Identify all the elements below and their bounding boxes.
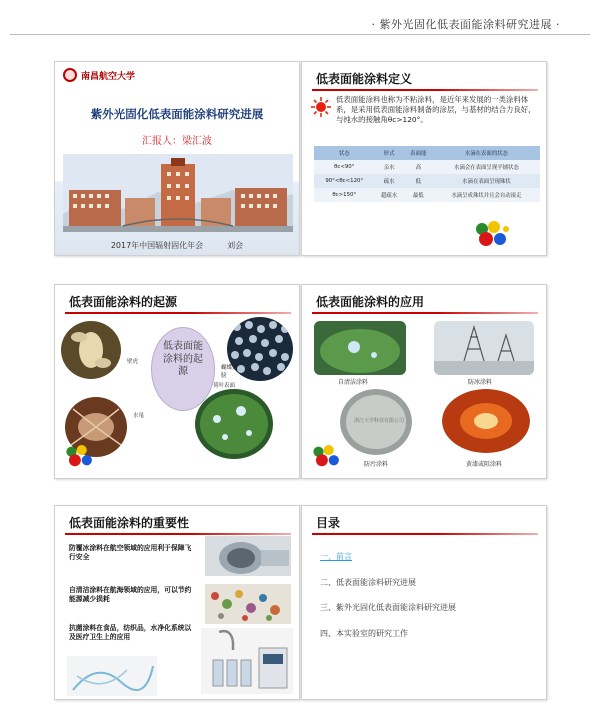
slide-definition (301, 61, 547, 256)
table-cell: 水滴在表面呈现珠状 (433, 174, 540, 188)
table-row (314, 160, 540, 174)
table-cell: 水滴会在表面呈现平铺状态 (433, 160, 540, 174)
water-strider-label: 水黾 (133, 413, 145, 419)
table-cell: 疏水 (374, 174, 403, 188)
table-cell: 亲水 (374, 160, 403, 174)
self-cleaning-label: 自清洁涂料 (338, 379, 369, 386)
table-cell: 超疏水 (374, 188, 403, 202)
table-header: 水滴在表面的状态 (433, 146, 540, 160)
slide-importance (54, 505, 300, 700)
lotus-leaf-image (195, 389, 273, 459)
university-logo (63, 68, 135, 82)
self-cleaning-image (314, 321, 406, 375)
table-header: 形式 (374, 146, 403, 160)
slide-title: 低表面能涂料的应用 (316, 295, 425, 309)
gecko-image (61, 321, 121, 379)
anti-graffiti-image (442, 389, 530, 453)
university-logo-text: 南昌航空大学 (81, 71, 136, 82)
importance-point: 防覆冰涂料在航空领域的应用利于保障飞行安全 (69, 544, 192, 562)
anti-graffiti-label: 黄漆或阻涂料 (466, 461, 503, 468)
table-cell: 最低 (404, 188, 433, 202)
university-seal-icon (63, 68, 77, 82)
title-rule (65, 533, 291, 535)
sun-icon (310, 96, 332, 118)
slide-origin (54, 284, 300, 479)
medical-tubing-image (67, 656, 157, 696)
running-header: · 紫外光固化低表面能涂料研究进展 · (371, 18, 560, 31)
lotus-leaf-label: 荷叶表面 (213, 383, 236, 389)
slide-title: 低表面能涂料的重要性 (69, 516, 190, 530)
slide-title: 低表面能涂料定义 (316, 72, 413, 86)
table-cell: θc<90° (314, 160, 374, 174)
table-cell: 水滴呈成珠状并且会自动滚走 (433, 188, 540, 202)
conference-footer: 2017年中国辐射固化年会 刘会 (110, 241, 244, 250)
contact-angle-table (314, 146, 540, 202)
header-rule (10, 34, 590, 35)
presentation-title: 紫外光固化低表面能涂料研究进展 (90, 107, 264, 121)
title-rule (65, 312, 291, 314)
importance-point: 抗菌涂料在食品，纺织品，水净化系统以及医疗卫生上的应用 (69, 624, 192, 642)
aircraft-engine-image (205, 536, 291, 576)
table-cell: 90°<θc<120° (314, 174, 374, 188)
paint-splash-icon (472, 219, 512, 249)
paint-splash-icon (310, 442, 344, 470)
importance-point: 自清洁涂料在航海领域的应用，可以节约能源减少损耗 (69, 586, 192, 604)
campus-building-image (63, 154, 293, 232)
table-row (314, 174, 540, 188)
table-row (314, 188, 540, 202)
slide-applications (301, 284, 547, 479)
toc-item-lab-work[interactable]: 四、本实验室的研究工作 (320, 629, 408, 638)
table-cell: 高 (404, 160, 433, 174)
toc-item-research-progress[interactable]: 二、低表面能涂料研究进展 (320, 578, 416, 587)
anti-icing-label: 防冰涂料 (468, 379, 493, 386)
anti-icing-image (434, 321, 534, 375)
slide-title: 低表面能涂料的起源 (69, 295, 178, 309)
paint-splash-icon (63, 442, 97, 470)
slide-title-page (54, 61, 300, 256)
gecko-label: 壁虎 (127, 359, 139, 365)
table-header: 表面能 (404, 146, 433, 160)
table-cell: 低 (404, 174, 433, 188)
anti-fouling-watermark: 浙江大学科技有限公司 (354, 418, 405, 424)
slide-table-of-contents (301, 505, 547, 700)
table-header: 状态 (314, 146, 374, 160)
title-rule (312, 89, 538, 91)
marine-fouling-image (205, 584, 291, 624)
title-rule (312, 312, 538, 314)
reporter-name: 汇报人：梁汇波 (142, 136, 212, 147)
title-rule (312, 533, 538, 535)
definition-text: 低表面能涂料也称为不粘涂料，是近年来发展的一类涂料体系，是采用低表面能涂料制备的涂层，与基材的结合力良好，与纯水的接触角θc>120°。 (336, 95, 536, 124)
toc-item-preface[interactable]: 一、前言 (320, 552, 352, 561)
table-cell: θc>150° (314, 188, 374, 202)
anti-fouling-label: 防污涂料 (364, 461, 389, 468)
origin-center-text: 低表面能涂料的起源 (163, 341, 203, 377)
water-purifier-image (201, 628, 293, 694)
butterfly-wing-label: 蝴蝶翅膀 (221, 365, 238, 379)
slide-title: 目录 (316, 516, 341, 530)
toc-item-uv-curing-progress[interactable]: 三、紫外光固化低表面能涂料研究进展 (320, 603, 456, 612)
